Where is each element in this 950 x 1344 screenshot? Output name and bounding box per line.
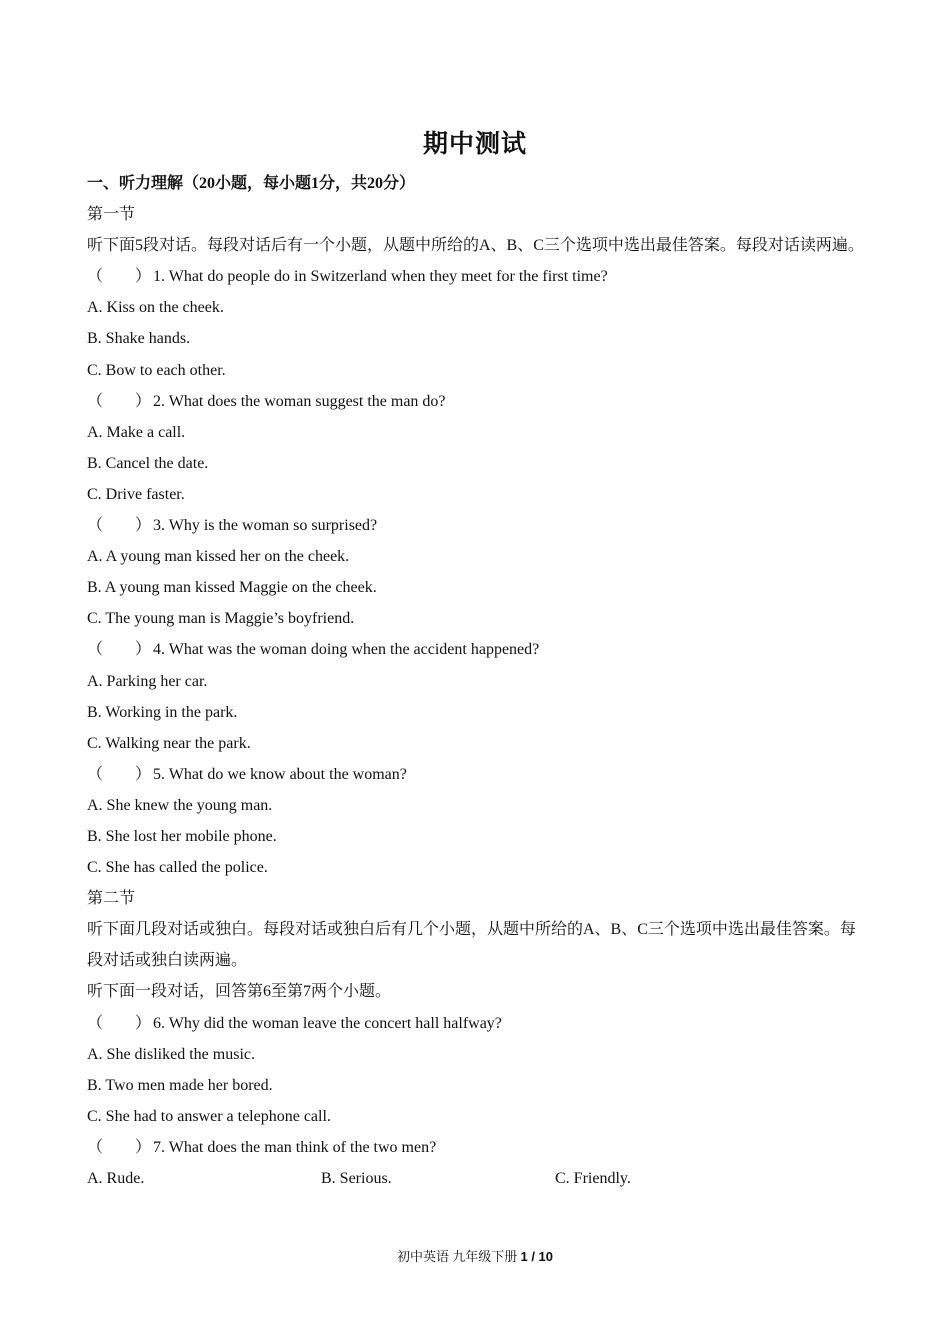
answer-blank: （ ） [87,517,152,535]
option: C. Drive faster. [87,485,185,503]
question-text: 6. Why did the woman leave the concert hall halfway? [153,1014,502,1032]
section-heading: 一、听力理解（20小题，每小题1分，共20分） [87,175,416,192]
part-instruction: 听下面5段对话。每段对话后有一个小题，从题中所给的A、B、C三个选项中选出最佳答案。每段对话读两遍。 [87,237,864,255]
question-text: 4. What was the woman doing when the accident happened? [153,641,540,659]
footer-text: 初中英语 九年级下册 [396,1249,518,1264]
option: B. Cancel the date. [87,454,209,472]
question [87,1008,867,1039]
answer-blank: （ ） [87,1138,152,1156]
question [87,759,867,790]
question [87,386,867,417]
sub-instruction: 听下面一段对话，回答第6至第7两个小题。 [87,983,392,1001]
question-text: 5. What do we know about the woman? [153,765,407,783]
answer-blank: （ ） [87,1014,152,1032]
page-title: 期中测试 [422,131,527,158]
question-text: 7. What does the man think of the two men? [153,1138,437,1156]
option: B. A young man kissed Maggie on the cheek. [87,579,377,597]
question [87,634,867,665]
option: B. Working in the park. [87,703,238,721]
option: B. She lost her mobile phone. [87,827,277,845]
document-body [87,168,867,1194]
option: A. She disliked the music. [87,1045,255,1063]
option: A. Make a call. [87,423,186,441]
answer-blank: （ ） [87,641,152,659]
option: B. Serious. [321,1170,392,1187]
option: A. She knew the young man. [87,796,273,814]
option: B. Two men made her bored. [87,1076,273,1094]
part-label: 第一节 [87,206,136,224]
option: A. Parking her car. [87,672,208,690]
answer-blank: （ ） [87,765,152,783]
option: C. Friendly. [555,1170,631,1187]
option-row [87,1163,867,1194]
option: A. Rude. [87,1170,145,1187]
page-number: 1 / 10 [520,1249,554,1264]
option: A. Kiss on the cheek. [87,299,224,317]
question [87,1132,867,1163]
option: C. The young man is Maggie’s boyfriend. [87,610,355,628]
part-label: 第二节 [87,890,136,908]
question [87,261,867,292]
question-text: 2. What does the woman suggest the man do? [153,392,446,410]
option: C. She has called the police. [87,859,268,877]
part-instruction: 听下面几段对话或独白。每段对话或独白后有几个小题，从题中所给的A、B、C三个选项中选出最佳答案。每段对话或独白读两遍。 [87,921,856,970]
option: C. She had to answer a telephone call. [87,1107,331,1125]
option: C. Walking near the park. [87,734,251,752]
question [87,510,867,541]
question-text: 3. Why is the woman so surprised? [153,517,378,535]
page-footer [0,1246,950,1265]
question-text: 1. What do people do in Switzerland when they meet for the first time? [153,268,608,286]
option: B. Shake hands. [87,330,191,348]
option: C. Bow to each other. [87,361,226,379]
answer-blank: （ ） [87,268,152,286]
answer-blank: （ ） [87,392,152,410]
option: A. A young man kissed her on the cheek. [87,548,350,566]
